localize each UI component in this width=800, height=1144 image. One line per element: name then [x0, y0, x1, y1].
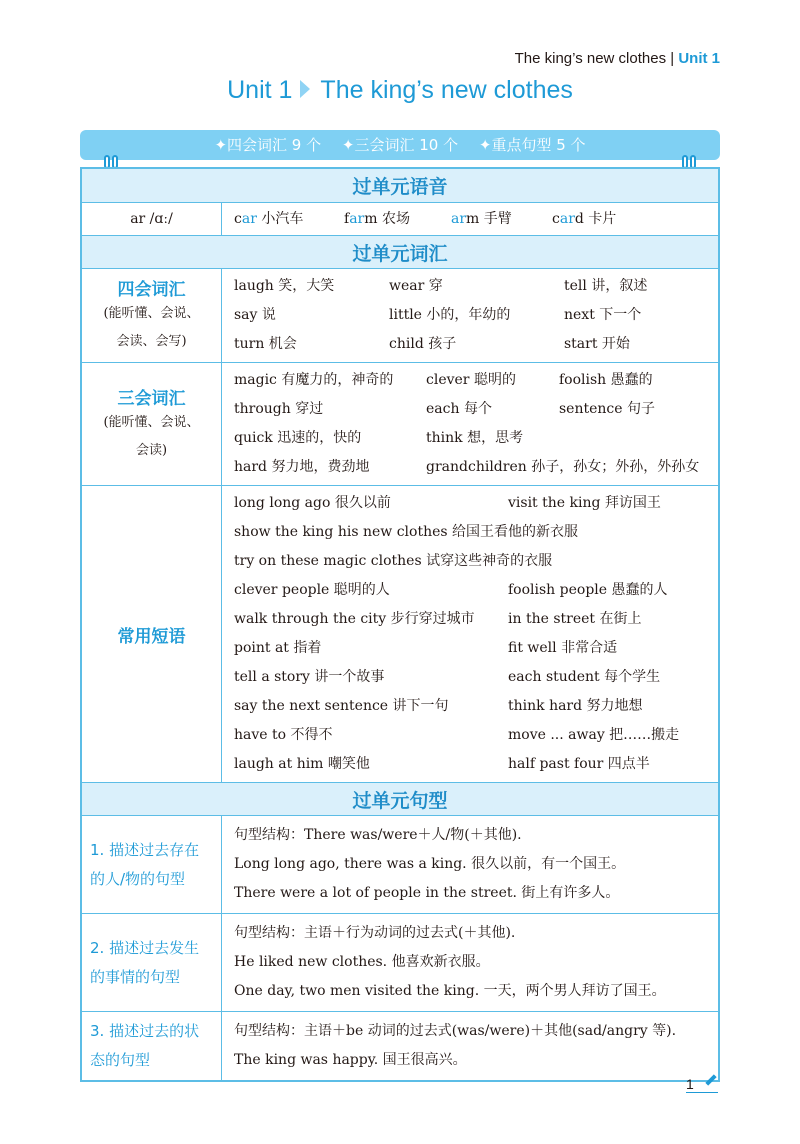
pattern-label-line: 1. 描述过去存在: [90, 840, 200, 859]
pattern-line: There were a lot of people in the street. 街上有许多人。: [234, 885, 620, 901]
three-skill-sub: 会读): [135, 442, 168, 458]
pattern-label: [82, 816, 222, 913]
phrase-item: laugh at him 嘲笑他: [234, 756, 370, 772]
vocab-item: child 孩子: [389, 336, 457, 352]
banner-item: ✦三会词汇 10 个: [341, 136, 459, 154]
phonics-row: [82, 202, 718, 235]
vocab-item: magic 有魔力的，神奇的: [234, 372, 394, 388]
vocab-item: next 下一个: [564, 307, 642, 323]
pattern-row: [82, 913, 718, 1011]
phrase-item: foolish people 愚蠢的人: [508, 582, 668, 598]
section-header-pronunciation: 过单元语音: [82, 169, 718, 202]
vocab-item: wear 穿: [389, 278, 443, 294]
pattern-line: Long long ago, there was a king. 很久以前，有一个国王。: [234, 856, 626, 872]
phrases-label: [82, 486, 222, 782]
phrase-item: in the street 在街上: [508, 611, 642, 627]
vocab-item: laugh 笑，大笑: [234, 278, 335, 294]
vocab-item: think 想，思考: [426, 430, 524, 446]
phrase-item: move ... away 把……搬走: [508, 727, 680, 743]
phrases-heading: 常用短语: [117, 626, 186, 647]
pattern-line: 句型结构：主语＋行为动词的过去式(＋其他).: [234, 925, 516, 941]
vocab-item: hard 努力地，费劲地: [234, 459, 370, 475]
vocab-item: sentence 句子: [559, 401, 655, 417]
pattern-label-line: 态的句型: [90, 1051, 151, 1069]
section-header-patterns: 过单元句型: [82, 782, 718, 815]
vocab-item: grandchildren 孙子，孙女；外孙，外孙女: [426, 459, 700, 475]
section-header-vocabulary: 过单元词汇: [82, 235, 718, 268]
phonics-label: ar /ɑː/: [82, 203, 222, 235]
four-skill-sub: 会读、会写): [116, 334, 187, 349]
phrase-item: point at 指着: [234, 640, 322, 656]
phonics-word: arm 手臂: [451, 211, 512, 227]
pattern-content: [222, 1012, 718, 1080]
title-topic: The king’s new clothes: [320, 76, 573, 104]
pattern-label: [82, 1012, 222, 1080]
pattern-label-line: 的人/物的句型: [90, 869, 186, 888]
four-skill-sub: (能听懂、会说、: [103, 306, 200, 321]
vocab-item: clever 聪明的: [426, 372, 516, 388]
running-header-text: The king’s new clothes |: [514, 50, 675, 67]
vocab-item: through 穿过: [234, 401, 324, 417]
phrase-item: have to 不得不: [234, 727, 333, 743]
pattern-label-line: 的事情的句型: [90, 967, 181, 986]
title-unit: Unit 1: [227, 76, 293, 104]
three-skill-words: [222, 363, 718, 485]
phonics-words: [222, 203, 718, 235]
phrase-item: say the next sentence 讲下一句: [234, 698, 449, 714]
phrase-item: fit well 非常合适: [508, 640, 618, 656]
pattern-label-line: 3. 描述过去的状: [90, 1022, 200, 1040]
pattern-content: [222, 816, 718, 913]
running-header-unit: Unit 1: [678, 50, 720, 67]
pattern-line: 句型结构：主语＋be 动词的过去式(was/were)＋其他(sad/angry 等).: [234, 1023, 677, 1039]
three-skill-row: [82, 362, 718, 485]
phrase-item: think hard 努力地想: [508, 698, 643, 714]
pattern-label-line: 2. 描述过去发生: [90, 938, 200, 957]
banner-item: ✦四会词汇 9 个: [214, 136, 322, 154]
pencil-icon: [705, 1074, 716, 1085]
pattern-line: 句型结构：There was/were＋人/物(＋其他).: [234, 827, 522, 843]
four-skill-heading: 四会词汇: [117, 280, 186, 300]
phrase-item: each student 每个学生: [508, 669, 661, 685]
pattern-line: He liked new clothes. 他喜欢新衣服。: [234, 954, 490, 970]
phrases-row: [82, 485, 718, 782]
phrase-item: tell a story 讲一个故事: [234, 669, 385, 685]
phonics-word: farm 农场: [344, 211, 410, 227]
four-skill-label: [82, 269, 222, 362]
vocab-item: turn 机会: [234, 336, 297, 352]
phrase-item: visit the king 拜访国王: [508, 495, 661, 511]
three-skill-label: [82, 363, 222, 485]
pattern-row: [82, 815, 718, 913]
three-skill-sub: (能听懂、会说、: [103, 414, 200, 430]
running-header: [515, 50, 720, 67]
phrase-item: try on these magic clothes 试穿这些神奇的衣服: [234, 553, 553, 569]
vocab-item: each 每个: [426, 401, 492, 417]
four-skill-row: [82, 268, 718, 362]
summary-banner: [80, 130, 720, 160]
page-number: [686, 1076, 718, 1093]
phrase-item: walk through the city 步行穿过城市: [234, 611, 475, 627]
banner-item: ✦重点句型 5 个: [478, 136, 586, 154]
triangle-icon: [300, 80, 310, 98]
phonics-word: card 卡片: [552, 211, 617, 227]
pattern-label: [82, 914, 222, 1011]
vocab-item: foolish 愚蠢的: [559, 372, 653, 388]
vocab-item: quick 迅速的，快的: [234, 430, 362, 446]
three-skill-heading: 三会词汇: [117, 388, 186, 409]
phonics-word: car 小汽车: [234, 211, 304, 227]
phrases-list: [222, 486, 718, 782]
summary-table: [80, 167, 720, 1082]
pattern-content: [222, 914, 718, 1011]
four-skill-words: [222, 269, 718, 362]
phrase-item: show the king his new clothes 给国王看他的新衣服: [234, 524, 579, 540]
phrase-item: half past four 四点半: [508, 756, 650, 772]
page-number-text: 1: [686, 1076, 694, 1092]
vocab-item: little 小的，年幼的: [389, 307, 511, 323]
vocab-item: say 说: [234, 307, 276, 323]
pattern-row: [82, 1011, 718, 1080]
phrase-item: long long ago 很久以前: [234, 495, 391, 511]
phrase-item: clever people 聪明的人: [234, 582, 390, 598]
vocab-item: tell 讲，叙述: [564, 278, 648, 294]
vocab-item: start 开始: [564, 336, 630, 352]
page-title: [0, 76, 800, 105]
pattern-line: The king was happy. 国王很高兴。: [234, 1052, 467, 1068]
pattern-line: One day, two men visited the king. 一天，两个男人拜访了国王。: [234, 983, 666, 999]
